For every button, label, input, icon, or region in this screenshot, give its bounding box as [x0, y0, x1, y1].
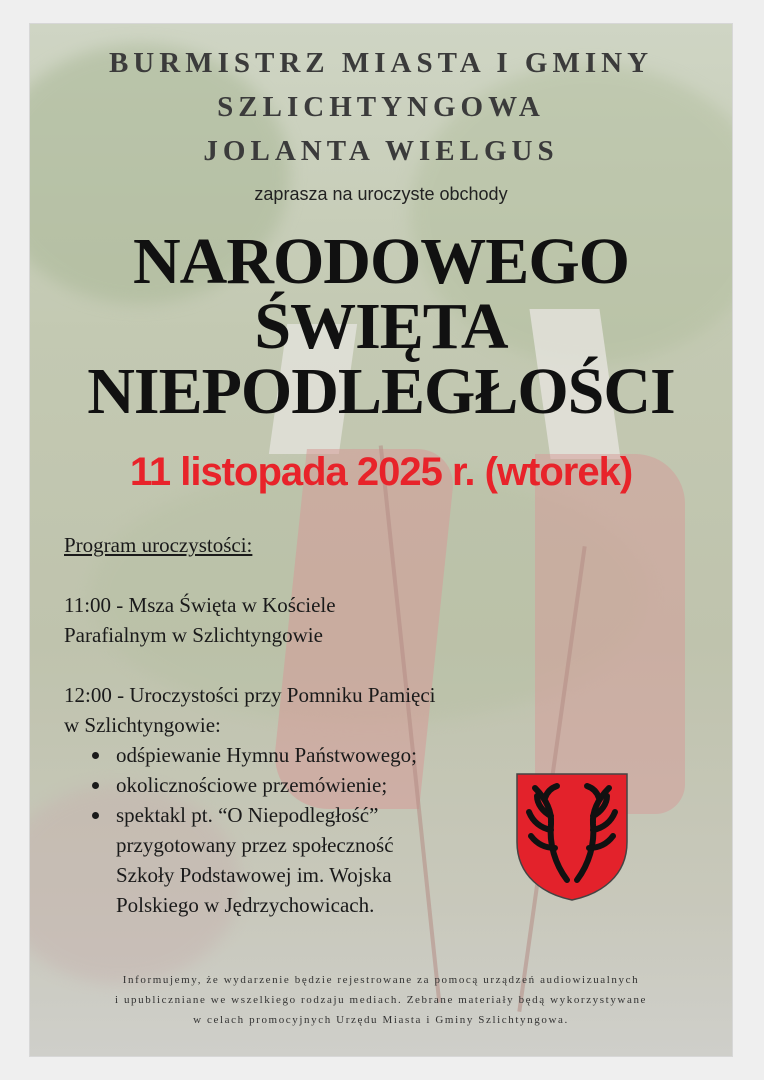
header-line-2: SZLICHTYNGOWA — [217, 91, 545, 123]
program-item-1-line-1: 11:00 - Msza Święta w Kościele — [64, 593, 336, 617]
bullet-line: Szkoły Podstawowej im. Wojska — [116, 863, 392, 887]
program-bullet-list — [64, 740, 584, 920]
title-line-1: NARODOWEGO — [132, 225, 630, 298]
header-line-1: BURMISTRZ MIASTA I GMINY — [108, 47, 654, 79]
program-item-2-line-2: w Szlichtyngowie: — [64, 713, 221, 737]
invite-text: zaprasza na uroczyste obchody — [254, 184, 508, 204]
bullet-line: Polskiego w Jędrzychowicach. — [116, 893, 375, 917]
event-date: 11 listopada 2025 r. (wtorek) — [129, 450, 633, 494]
disclaimer-line-2: i upubliczniane we wszelkiego rodzaju mediach. Zebrane materiały będą wykorzystywane — [114, 994, 648, 1006]
header-line-3: JOLANTA WIELGUS — [203, 135, 559, 167]
program-item-1 — [64, 590, 584, 650]
title-line-2: ŚWIĘTA — [254, 290, 508, 363]
program-item-2 — [64, 680, 584, 920]
program-item-2-line-1: 12:00 - Uroczystości przy Pomniku Pamięci — [64, 683, 436, 707]
bullet-item — [90, 770, 584, 800]
bullet-line: okolicznościowe przemówienie; — [116, 773, 388, 797]
bullet-item — [90, 740, 584, 770]
disclaimer-line-3: w celach promocyjnych Urzędu Miasta i Gminy Szlichtyngowa. — [193, 1014, 569, 1026]
bullet-line: przygotowany przez społeczność — [116, 833, 394, 857]
title-line-3: NIEPODLEGŁOŚCI — [87, 355, 675, 428]
antlers-coat-of-arms-icon — [515, 772, 629, 902]
program-section — [64, 530, 584, 920]
program-item-1-line-2: Parafialnym w Szlichtyngowie — [64, 623, 323, 647]
bullet-line: odśpiewanie Hymnu Państwowego; — [116, 743, 417, 767]
poster-content — [30, 24, 732, 1056]
recording-disclaimer — [40, 970, 722, 1030]
bullet-item — [90, 800, 584, 920]
disclaimer-line-1: Informujemy, że wydarzenie będzie rejestrowane za pomocą urządzeń audiowizualnych — [122, 974, 640, 986]
bullet-line: spektakl pt. “O Niepodległość” — [116, 803, 379, 827]
program-heading: Program uroczystości: — [64, 533, 253, 557]
poster — [30, 24, 732, 1056]
